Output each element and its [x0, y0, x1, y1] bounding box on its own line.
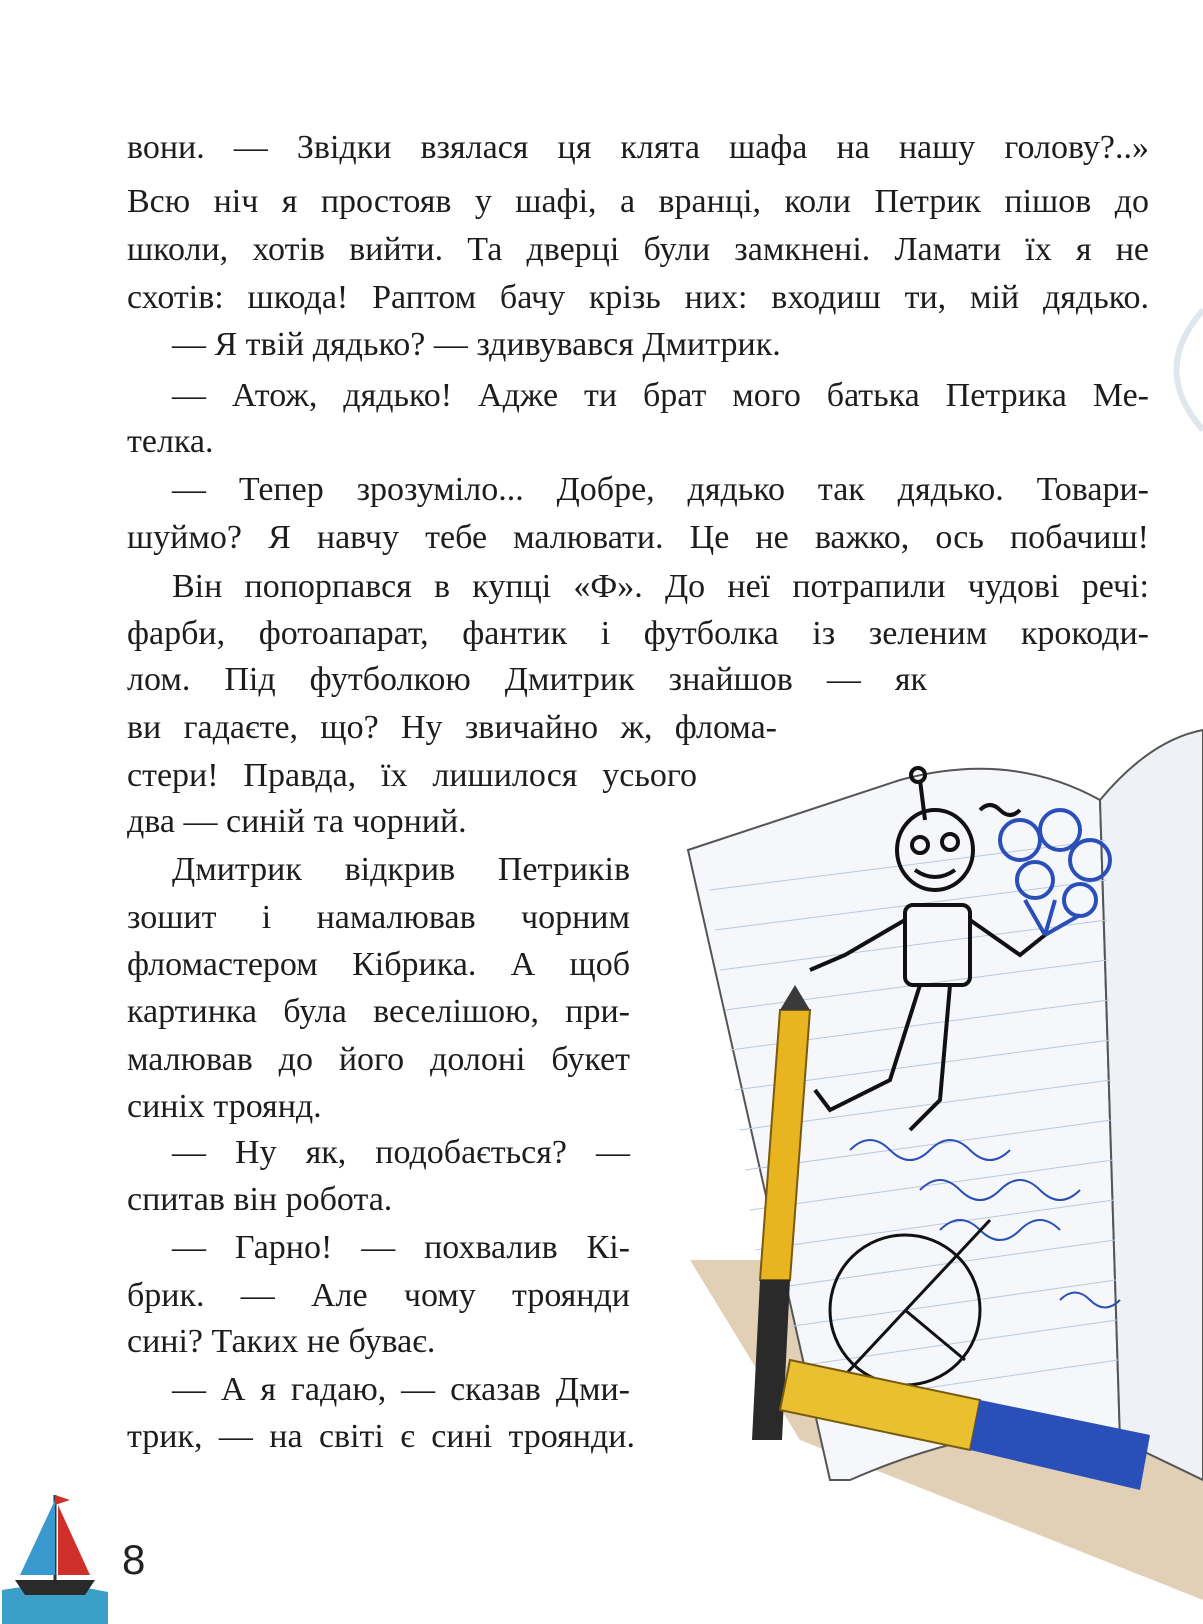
- text-line: синіх троянд.: [127, 1088, 322, 1125]
- dialogue-line: — Гарно! — похвалив Кі-: [172, 1229, 630, 1266]
- text-line: вони. — Звідки взялася ця клята шафа на нашу голову?..»: [127, 129, 1149, 166]
- text-line: фарби, фотоапарат, фантик і футболка із зеленим крокоди-: [127, 615, 1149, 652]
- text-line: трик, — на світі є сині троянди.: [127, 1418, 635, 1455]
- paragraph-line: Дмитрик відкрив Петриків: [172, 851, 630, 888]
- page-number: 8: [122, 1536, 146, 1583]
- dialogue-line: — Ну як, подобається? —: [172, 1134, 630, 1171]
- text-line: лом. Під футболкою Дмитрик знайшов — як: [127, 661, 927, 698]
- dialogue-line: — Я твій дядько? — здивувався Дмитрик.: [172, 326, 781, 363]
- text-line: спитав він робота.: [127, 1181, 393, 1218]
- text-line: картинка була веселішою, при-: [127, 993, 630, 1030]
- text-line: сині? Таких не буває.: [127, 1323, 436, 1360]
- decorative-arc: [1140, 290, 1203, 450]
- notebook-illustration: [680, 720, 1203, 1620]
- sailboat-icon: [0, 1480, 110, 1624]
- text-line: Всю ніч я простояв у шафі, а вранці, коли Петрик пішов до: [127, 183, 1149, 220]
- dialogue-line: — Атож, дядько! Адже ти брат мого батька Петрика Ме-: [172, 377, 1149, 414]
- text-line: два — синій та чорний.: [127, 803, 467, 840]
- text-line: схотів: шкода! Раптом бачу крізь них: входиш ти, мій дядько.: [127, 279, 1149, 316]
- text-line: стери! Правда, їх лишилося усього: [127, 757, 697, 794]
- text-line: школи, хотів вийти. Та дверці були замкнені. Ламати їх я не: [127, 231, 1149, 268]
- text-line: шуймо? Я навчу тебе малювати. Це не важко, ось побачиш!: [127, 519, 1149, 556]
- text-line: ви гадаєте, що? Ну звичайно ж, флома-: [127, 709, 777, 746]
- dialogue-line: — А я гадаю, — сказав Дми-: [172, 1371, 630, 1408]
- text-line: брик. — Але чому троянди: [127, 1277, 630, 1314]
- paragraph-line: Він попорпався в купці «Ф». До неї потрапили чудові речі:: [172, 568, 1149, 605]
- text-line: зошит і намалював чорним: [127, 899, 630, 936]
- dialogue-line: — Тепер зрозуміло... Добре, дядько так дядько. Товари-: [172, 471, 1149, 508]
- text-line: фломастером Кібрика. А щоб: [127, 946, 630, 983]
- text-line: малював до його долоні букет: [127, 1041, 630, 1078]
- text-line: телка.: [127, 423, 214, 460]
